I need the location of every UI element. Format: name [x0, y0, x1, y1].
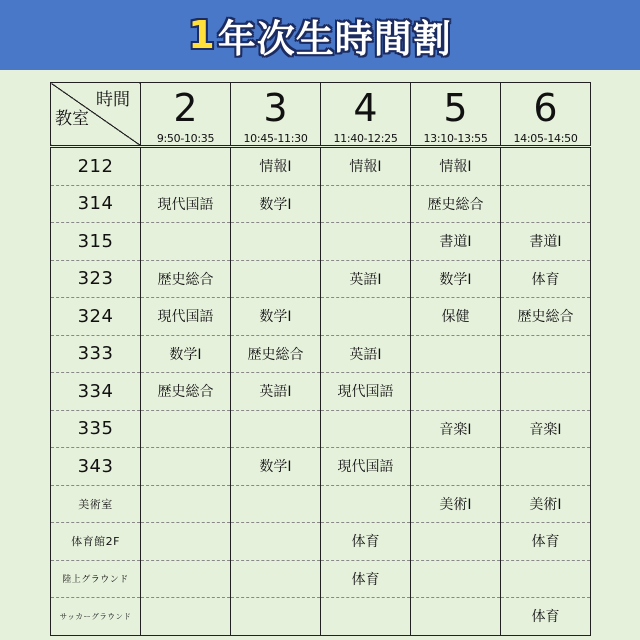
- room-cell: 315: [51, 223, 141, 261]
- table-row: [51, 598, 591, 636]
- class-cell: [501, 335, 591, 373]
- table-row: [51, 147, 591, 186]
- class-cell: [321, 298, 411, 336]
- class-cell: [411, 598, 501, 636]
- class-cell: [411, 523, 501, 561]
- table-row: [51, 260, 591, 298]
- class-cell: 歴史総合: [411, 185, 501, 223]
- class-cell: 英語Ⅰ: [231, 373, 321, 411]
- class-cell: [141, 523, 231, 561]
- class-cell: 音楽Ⅰ: [501, 410, 591, 448]
- class-cell: [321, 410, 411, 448]
- class-cell: 体育: [321, 523, 411, 561]
- corner-cell: [51, 83, 141, 147]
- class-cell: 現代国語: [321, 448, 411, 486]
- period-header: [321, 83, 411, 147]
- table-row: [51, 523, 591, 561]
- period-number: 4: [353, 85, 378, 130]
- class-cell: 数学Ⅰ: [231, 185, 321, 223]
- class-cell: [231, 523, 321, 561]
- table-row: [51, 560, 591, 598]
- room-cell: 343: [51, 448, 141, 486]
- table-row: [51, 373, 591, 411]
- class-cell: [501, 560, 591, 598]
- class-cell: 体育: [501, 260, 591, 298]
- class-cell: 体育: [321, 560, 411, 598]
- class-cell: [321, 485, 411, 523]
- table-row: [51, 410, 591, 448]
- class-cell: [411, 335, 501, 373]
- class-cell: 音楽Ⅰ: [411, 410, 501, 448]
- title-text: 年次生時間割: [217, 16, 452, 61]
- class-cell: 数学Ⅰ: [141, 335, 231, 373]
- room-cell: 333: [51, 335, 141, 373]
- class-cell: 数学Ⅰ: [231, 298, 321, 336]
- class-cell: [411, 448, 501, 486]
- room-cell: 335: [51, 410, 141, 448]
- class-cell: 数学Ⅰ: [411, 260, 501, 298]
- class-cell: 書道Ⅰ: [501, 223, 591, 261]
- room-cell: 212: [51, 147, 141, 186]
- period-header: [141, 83, 231, 147]
- class-cell: [501, 448, 591, 486]
- table-row: [51, 223, 591, 261]
- period-time: 11:40-12:25: [333, 131, 398, 145]
- room-cell: 陸上グラウンド: [51, 560, 141, 598]
- class-cell: [141, 485, 231, 523]
- class-cell: [141, 560, 231, 598]
- class-cell: 歴史総合: [141, 373, 231, 411]
- class-cell: 歴史総合: [141, 260, 231, 298]
- class-cell: 歴史総合: [231, 335, 321, 373]
- class-cell: [141, 147, 231, 186]
- table-row: [51, 185, 591, 223]
- class-cell: [321, 598, 411, 636]
- title-grade-number: 1: [188, 13, 216, 57]
- room-axis-label: 教室: [55, 109, 89, 129]
- period-axis-label: 時間: [96, 90, 130, 110]
- class-cell: 数学Ⅰ: [231, 448, 321, 486]
- class-cell: 情報Ⅰ: [231, 147, 321, 186]
- class-cell: 情報Ⅰ: [321, 147, 411, 186]
- room-cell: 323: [51, 260, 141, 298]
- class-cell: [141, 410, 231, 448]
- period-number: 5: [443, 85, 468, 130]
- class-cell: 英語Ⅰ: [321, 260, 411, 298]
- class-cell: 体育: [501, 598, 591, 636]
- class-cell: 英語Ⅰ: [321, 335, 411, 373]
- class-cell: [321, 223, 411, 261]
- room-cell: 美術室: [51, 485, 141, 523]
- class-cell: 保健: [411, 298, 501, 336]
- class-cell: [501, 147, 591, 186]
- class-cell: [411, 373, 501, 411]
- period-time: 14:05-14:50: [513, 131, 578, 145]
- period-header: [501, 83, 591, 147]
- class-cell: [141, 448, 231, 486]
- table-row: [51, 448, 591, 486]
- period-header: [231, 83, 321, 147]
- table-row: [51, 335, 591, 373]
- table-row: [51, 298, 591, 336]
- period-time: 10:45-11:30: [243, 131, 308, 145]
- period-time: 13:10-13:55: [423, 131, 488, 145]
- timetable: [50, 82, 591, 636]
- page-title: [0, 0, 640, 70]
- class-cell: [141, 223, 231, 261]
- class-cell: 美術Ⅰ: [501, 485, 591, 523]
- period-number: 2: [173, 85, 198, 130]
- class-cell: [231, 560, 321, 598]
- class-cell: [321, 185, 411, 223]
- class-cell: 情報Ⅰ: [411, 147, 501, 186]
- room-cell: サッカーグラウンド: [59, 611, 132, 621]
- room-cell: 体育館2F: [51, 523, 141, 561]
- class-cell: [231, 410, 321, 448]
- class-cell: [231, 260, 321, 298]
- room-cell: 324: [51, 298, 141, 336]
- class-cell: [501, 185, 591, 223]
- class-cell: 現代国語: [141, 185, 231, 223]
- class-cell: [231, 485, 321, 523]
- class-cell: [231, 223, 321, 261]
- class-cell: [141, 598, 231, 636]
- class-cell: 書道Ⅰ: [411, 223, 501, 261]
- class-cell: 歴史総合: [501, 298, 591, 336]
- room-cell: 314: [51, 185, 141, 223]
- class-cell: [411, 560, 501, 598]
- period-number: 6: [533, 85, 558, 130]
- class-cell: 美術Ⅰ: [411, 485, 501, 523]
- class-cell: [231, 598, 321, 636]
- class-cell: 現代国語: [321, 373, 411, 411]
- room-cell: 334: [51, 373, 141, 411]
- period-number: 3: [263, 85, 288, 130]
- period-time: 9:50-10:35: [156, 131, 215, 145]
- period-header: [411, 83, 501, 147]
- header-row: [51, 83, 591, 147]
- class-cell: [501, 373, 591, 411]
- table-row: [51, 485, 591, 523]
- class-cell: 現代国語: [141, 298, 231, 336]
- class-cell: 体育: [501, 523, 591, 561]
